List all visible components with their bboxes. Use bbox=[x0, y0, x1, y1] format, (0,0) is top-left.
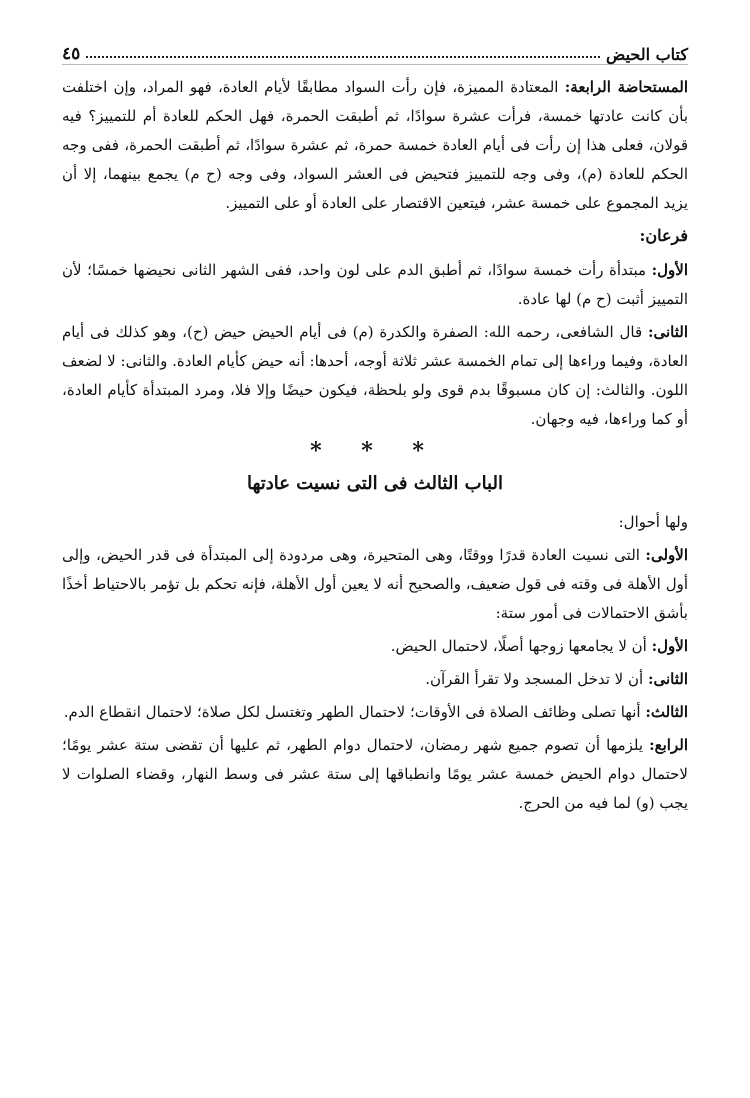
book-title: كتاب الحيض bbox=[605, 45, 688, 64]
branches-heading: فرعان: bbox=[639, 226, 688, 245]
paragraph-lead: الأول: bbox=[651, 261, 688, 279]
paragraph-rule-fourth bbox=[62, 731, 688, 818]
header-leader-dots bbox=[86, 56, 600, 58]
paragraph-lead: الثالث: bbox=[645, 703, 688, 721]
paragraph-branch-first bbox=[62, 256, 688, 314]
paragraph-text: أن لا تدخل المسجد ولا تقرأ القرآن. bbox=[425, 670, 648, 688]
paragraph-text: مبتدأة رأت خمسة سوادًا، ثم أطبق الدم على لون واحد، ففى الشهر الثانى نحيضها خمسًا؛ لأن التمييز أثبت (ح م) لها عادة. bbox=[62, 261, 688, 308]
paragraph-branch-second bbox=[62, 318, 688, 434]
paragraph-text: أنها تصلى وظائف الصلاة فى الأوقات؛ لاحتمال الطهر وتغتسل لكل صلاة؛ لاحتمال انقطاع الدم. bbox=[63, 703, 646, 721]
page-number: ٤٥ bbox=[62, 44, 81, 64]
paragraph-lead: الأولى: bbox=[645, 546, 688, 564]
states-intro: ولها أحوال: bbox=[618, 513, 688, 531]
paragraph-text: التى نسيت العادة قدرًا ووقتًا، وهى المتحيرة، وهى مردودة إلى المبتدأة فى قدر الحيض، وإلى أول الأهلة فى وقته فى قول ضعيف، والصحيح أنه لا يعين أول الأهلة، فإنه تحكم بل تؤمر بالاحتياط أخذًا بأشق الاحتمالات فى أمور ستة: bbox=[62, 546, 688, 622]
paragraph-lead: الثانى: bbox=[647, 323, 688, 341]
paragraph-rule-second bbox=[62, 665, 688, 694]
paragraph-rule-first bbox=[62, 632, 688, 661]
paragraph-lead: الثانى: bbox=[647, 670, 688, 688]
paragraph-fourth-mustahada bbox=[62, 73, 688, 218]
chapter-title: الباب الثالث فى التى نسيت عادتها bbox=[247, 473, 503, 494]
paragraph-state-first bbox=[62, 541, 688, 628]
paragraph-text: قال الشافعى، رحمه الله: الصفرة والكدرة (م) فى أيام الحيض حيض (ح)، وهو كذلك فى أيام العادة، وفيما وراءها إلى تمام الخمسة عشر ثلاثة أوجه، أحدها: أنه حيض كأيام العادة. والثانى: لا لضعف اللون. والثالث: إن كان مسبوقًا بدم قوى ولو بلحظة، فيكون حيضًا وإلا فلا، ومرد المبتدأة كأيام العادة، أو كما وراءها، فيه وجهان. bbox=[62, 323, 688, 428]
page-body bbox=[62, 73, 688, 818]
paragraph-rule-third bbox=[62, 698, 688, 727]
section-separator: * * * bbox=[310, 438, 440, 464]
paragraph-lead: الأول: bbox=[651, 637, 688, 655]
paragraph-lead: الرابع: bbox=[649, 736, 688, 754]
paragraph-text: أن لا يجامعها زوجها أصلًا، لاحتمال الحيض. bbox=[390, 637, 652, 655]
paragraph-text: المعتادة المميزة، فإن رأت السواد مطابقًا لأيام العادة، فهو المراد، وإن اختلفت بأن كانت عادتها خمسة، فرأت عشرة سوادًا، ثم أطبقت الحمرة، فهل الحكم للعادة أم للتمييز؟ فيه قولان، فعلى هذا إن رأت فى أيام العادة خمسة حمرة، ثم عشرة سوادًا، ثم أطبقت الحمرة، ففى وجه الحكم للعادة (م)، وفى وجه للتمييز فتحيض فى العشر السواد، وفى وجه (ح م) يجمع بينهما، إلا أن يزيد المجموع على خمسة عشر، فيتعين الاقتصار على العادة أو على التمييز. bbox=[62, 78, 688, 212]
paragraph-text: يلزمها أن تصوم جميع شهر رمضان، لاحتمال دوام الطهر، ثم عليها أن تقضى ستة عشر يومًا؛ لاحتمال دوام الحيض خمسة عشر يومًا وانطباقها إلى ستة عشر فى وسط النهار، وقضاء الصلوات لا يجب (و) لما فيه من الحرج. bbox=[62, 736, 688, 812]
running-header bbox=[62, 34, 688, 65]
book-page bbox=[62, 34, 688, 822]
paragraph-lead: المستحاضة الرابعة: bbox=[564, 78, 688, 96]
